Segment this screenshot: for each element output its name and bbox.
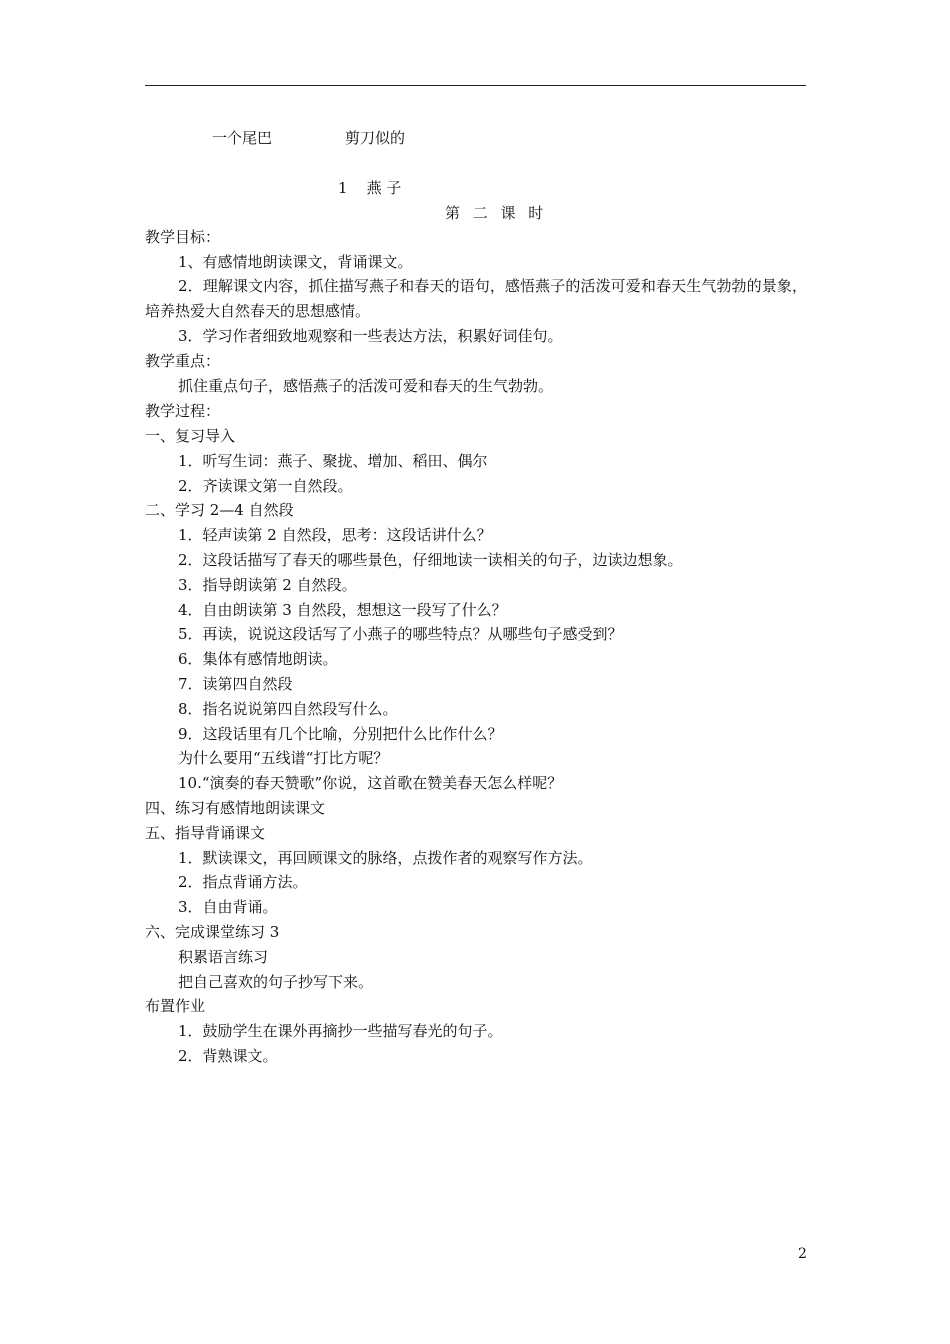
list-item: 9．这段话里有几个比喻，分别把什么比作什么？ (178, 725, 503, 743)
list-item: 1．默读课文，再回顾课文的脉络，点拨作者的观察写作方法。 (178, 849, 593, 867)
lesson-title: 1 燕 子 (338, 179, 402, 197)
keypoints-text: 抓住重点句子，感悟燕子的活泼可爱和春天的生气勃勃。 (178, 377, 554, 395)
objectives-heading: 教学目标： (145, 228, 221, 246)
list-item: 1．轻声读第 2 自然段，思考：这段话讲什么？ (178, 526, 492, 544)
list-item: 把自己喜欢的句子抄写下来。 (178, 973, 374, 991)
objective-item: 2．理解课文内容，抓住描写燕子和春天的语句，感悟燕子的活泼可爱和春天生气勃勃的景象，培养热爱大自然春天的思想感情。 (145, 277, 807, 320)
list-item: 7．读第四自然段 (178, 675, 293, 693)
homework-heading: 布置作业 (145, 997, 206, 1015)
list-item: 8．指名说说第四自然段写什么。 (178, 700, 398, 718)
objective-item: 3．学习作者细致地观察和一些表达方法，积累好词佳句。 (178, 327, 563, 345)
process-heading: 教学过程： (145, 402, 221, 420)
list-item: 6．集体有感情地朗读。 (178, 650, 338, 668)
fragment-left: 一个尾巴 (212, 129, 273, 147)
keypoints-heading: 教学重点： (145, 352, 221, 370)
objective-item: 1、有感情地朗读课文，背诵课文。 (178, 253, 413, 271)
list-item: 2．背熟课文。 (178, 1047, 278, 1065)
section-title: 四、练习有感情地朗读课文 (145, 799, 326, 817)
section-title: 六、完成课堂练习 3 (145, 923, 280, 941)
list-item: 2．这段话描写了春天的哪些景色，仔细地读一读相关的句子，边读边想象。 (178, 551, 683, 569)
section-title: 五、指导背诵课文 (145, 824, 266, 842)
page-number: 2 (798, 1246, 807, 1262)
list-item: 积累语言练习 (178, 948, 269, 966)
fragment-right: 剪刀似的 (345, 129, 406, 147)
list-item: 2．齐读课文第一自然段。 (178, 477, 353, 495)
list-item: 5．再读，说说这段话写了小燕子的哪些特点？从哪些句子感受到？ (178, 625, 623, 643)
list-item: 3．自由背诵。 (178, 898, 278, 916)
list-item: 10.“演奏的春天赞歌”你说，这首歌在赞美春天怎么样呢？ (178, 774, 563, 792)
list-item: 1．鼓励学生在课外再摘抄一些描写春光的句子。 (178, 1022, 503, 1040)
session-title: 第 二 课 时 (445, 204, 548, 222)
list-item: 1．听写生词：燕子、聚拢、增加、稻田、偶尔 (178, 452, 488, 470)
list-item: 3．指导朗读第 2 自然段。 (178, 576, 357, 594)
section-title: 二、学习 2—4 自然段 (145, 501, 294, 519)
header-rule (145, 85, 806, 86)
list-item: 4．自由朗读第 3 自然段，想想这一段写了什么？ (178, 601, 507, 619)
list-item: 为什么要用“五线谱“打比方呢？ (178, 749, 389, 767)
section-title: 一、复习导入 (145, 427, 236, 445)
list-item: 2．指点背诵方法。 (178, 873, 308, 891)
